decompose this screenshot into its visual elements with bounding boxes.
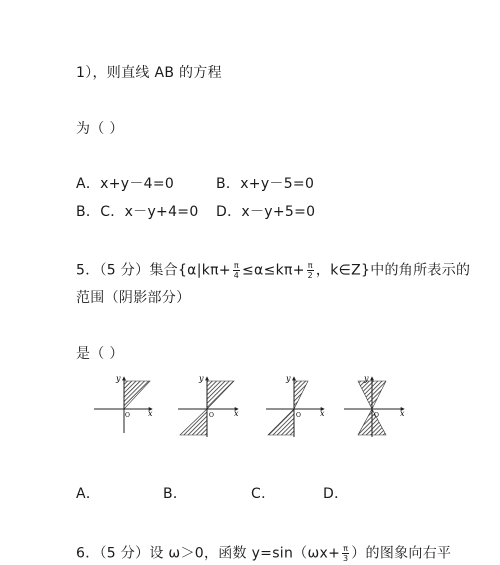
- q5-stem: [76, 261, 470, 280]
- q4-line2: 为（ ）: [76, 121, 124, 137]
- q4-option-d: D．x－y+5=0: [216, 204, 316, 220]
- q6-suffix: ）的图象向右平: [351, 545, 452, 562]
- q5-fraction-pi-4: $\frac{\pi}{4}$: [233, 261, 240, 280]
- graph-d-x-label: x: [400, 409, 405, 418]
- q6-fraction-pi-3: $\frac{\pi}{3}$: [342, 544, 349, 563]
- q4-option-a: A．x+y－4=0: [76, 176, 175, 192]
- graph-b: [178, 374, 239, 437]
- q5-fraction-pi-2: $\frac{\pi}{2}$: [307, 261, 314, 280]
- graph-c-shade-upper: [294, 381, 308, 409]
- q5-middle: ≤α≤kπ+: [242, 262, 305, 279]
- q5-option-graphs: [86, 371, 416, 441]
- q5-option-b-label: B．: [163, 486, 188, 502]
- q5-line3: 是（ ）: [76, 346, 124, 362]
- q5-option-c-label: C．: [251, 486, 276, 502]
- graph-c-shade-lower: [268, 409, 294, 435]
- graph-c-x-label: x: [320, 409, 325, 418]
- q4-option-b: B．x+y－5=0: [216, 176, 315, 192]
- q5-prefix: 5．（5 分）集合{α|kπ+: [76, 262, 231, 279]
- q4-line1: 1），则直线 AB 的方程: [76, 65, 222, 81]
- q6-stem: [76, 544, 451, 563]
- q5-option-d-label: D．: [323, 486, 349, 502]
- graph-d: [344, 374, 405, 437]
- graph-a-y-label: y: [116, 374, 121, 383]
- graph-b-shade-lower: [180, 409, 207, 435]
- graph-b-shade-upper: [207, 381, 234, 409]
- q6-prefix: 6．（5 分）设 ω＞0，函数 y=sin（ωx+: [76, 545, 341, 562]
- graph-c-origin: O: [296, 412, 301, 419]
- graph-d-origin: O: [374, 412, 379, 419]
- graph-b-x-label: x: [234, 409, 239, 418]
- graph-b-origin: O: [209, 412, 214, 419]
- graph-d-y-label: y: [364, 374, 369, 383]
- q4-option-bc: B．C．x－y+4=0: [76, 204, 199, 220]
- graph-c: [266, 374, 325, 437]
- graph-b-y-label: y: [199, 374, 204, 383]
- graph-a: [94, 374, 153, 433]
- graph-a-origin: O: [125, 412, 130, 419]
- q5-suffix: ，k∈Z}中的角所表示的: [315, 262, 471, 279]
- graph-c-y-label: y: [286, 374, 291, 383]
- q5-option-a-label: A．: [76, 486, 101, 502]
- graph-a-shade: [124, 381, 150, 409]
- graph-a-x-label: x: [148, 409, 153, 418]
- q5-line2: 范围（阴影部分）: [76, 290, 191, 306]
